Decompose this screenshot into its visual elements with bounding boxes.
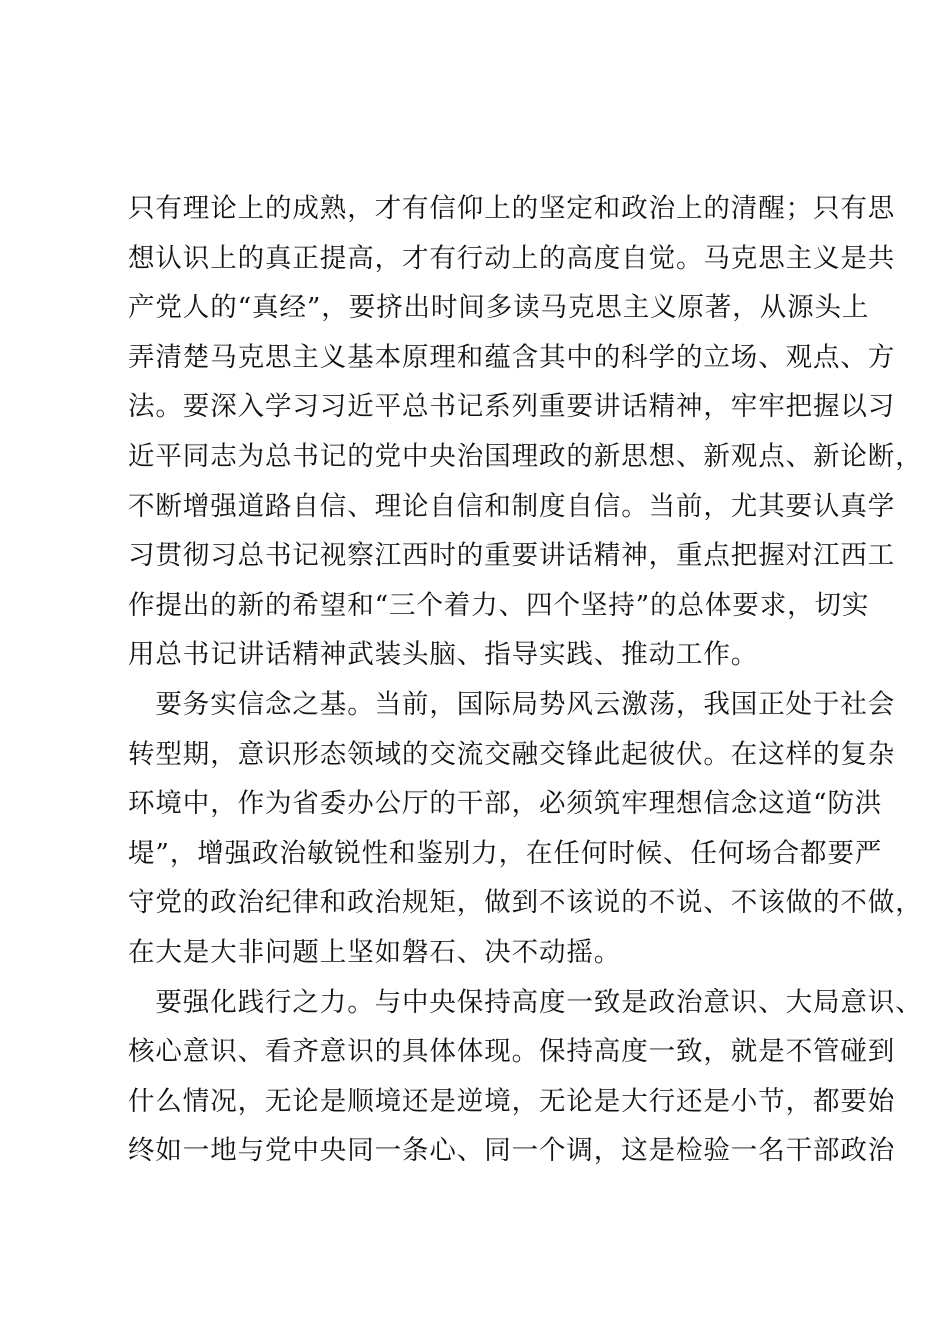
text-line: 终如一地与党中央同一条心、同一个调，这是检验一名干部政治 xyxy=(128,1135,896,1167)
text-line: 只有理论上的成熟，才有信仰上的坚定和政治上的清醒；只有思 xyxy=(128,193,896,224)
text-line: 转型期，意识形态领域的交流交融交锋此起彼伏。在这样的复杂 xyxy=(128,738,896,770)
text-line: 弄清楚马克思主义基本原理和蕴含其中的科学的立场、观点、方 xyxy=(128,341,896,373)
paragraph-1 xyxy=(128,184,923,680)
document-body xyxy=(128,184,923,1176)
text-line: 习贯彻习总书记视察江西时的重要讲话精神，重点把握对江西工 xyxy=(128,540,896,572)
text-line: 环境中，作为省委办公厅的干部，必须筑牢理想信念这道“防洪 xyxy=(128,788,883,820)
text-line: 作提出的新的希望和“三个着力、四个坚持”的总体要求，切实 xyxy=(128,589,870,621)
text-line: 要强化践行之力。与中央保持高度一致是政治意识、大局意识、 xyxy=(128,986,923,1018)
text-line: 产党人的“真经”，要挤出时间多读马克思主义原著，从源头上 xyxy=(128,292,870,324)
text-line: 核心意识、看齐意识的具体体现。保持高度一致，就是不管碰到 xyxy=(128,1036,896,1068)
text-line: 在大是大非问题上坚如磐石、决不动摇。 xyxy=(128,936,622,968)
text-line: 要务实信念之基。当前，国际局势风云激荡，我国正处于社会 xyxy=(128,688,896,720)
text-line: 不断增强道路自信、理论自信和制度自信。当前，尤其要认真学 xyxy=(128,490,896,522)
text-line: 守党的政治纪律和政治规矩，做到不该说的不说、不该做的不做， xyxy=(128,887,923,919)
text-line: 法。要深入学习习近平总书记系列重要讲话精神，牢牢把握以习 xyxy=(128,391,896,423)
paragraph-2 xyxy=(128,680,923,978)
text-line: 近平同志为总书记的党中央治国理政的新思想、新观点、新论断， xyxy=(128,440,923,472)
paragraph-3 xyxy=(128,978,923,1176)
text-line: 什么情况，无论是顺境还是逆境，无论是大行还是小节，都要始 xyxy=(128,1085,896,1117)
text-line: 想认识上的真正提高，才有行动上的高度自觉。马克思主义是共 xyxy=(128,242,896,274)
text-line: 用总书记讲话精神武装头脑、指导实践、推动工作。 xyxy=(128,639,759,671)
text-line: 堤”，增强政治敏锐性和鉴别力，在任何时候、任何场合都要严 xyxy=(128,837,883,869)
